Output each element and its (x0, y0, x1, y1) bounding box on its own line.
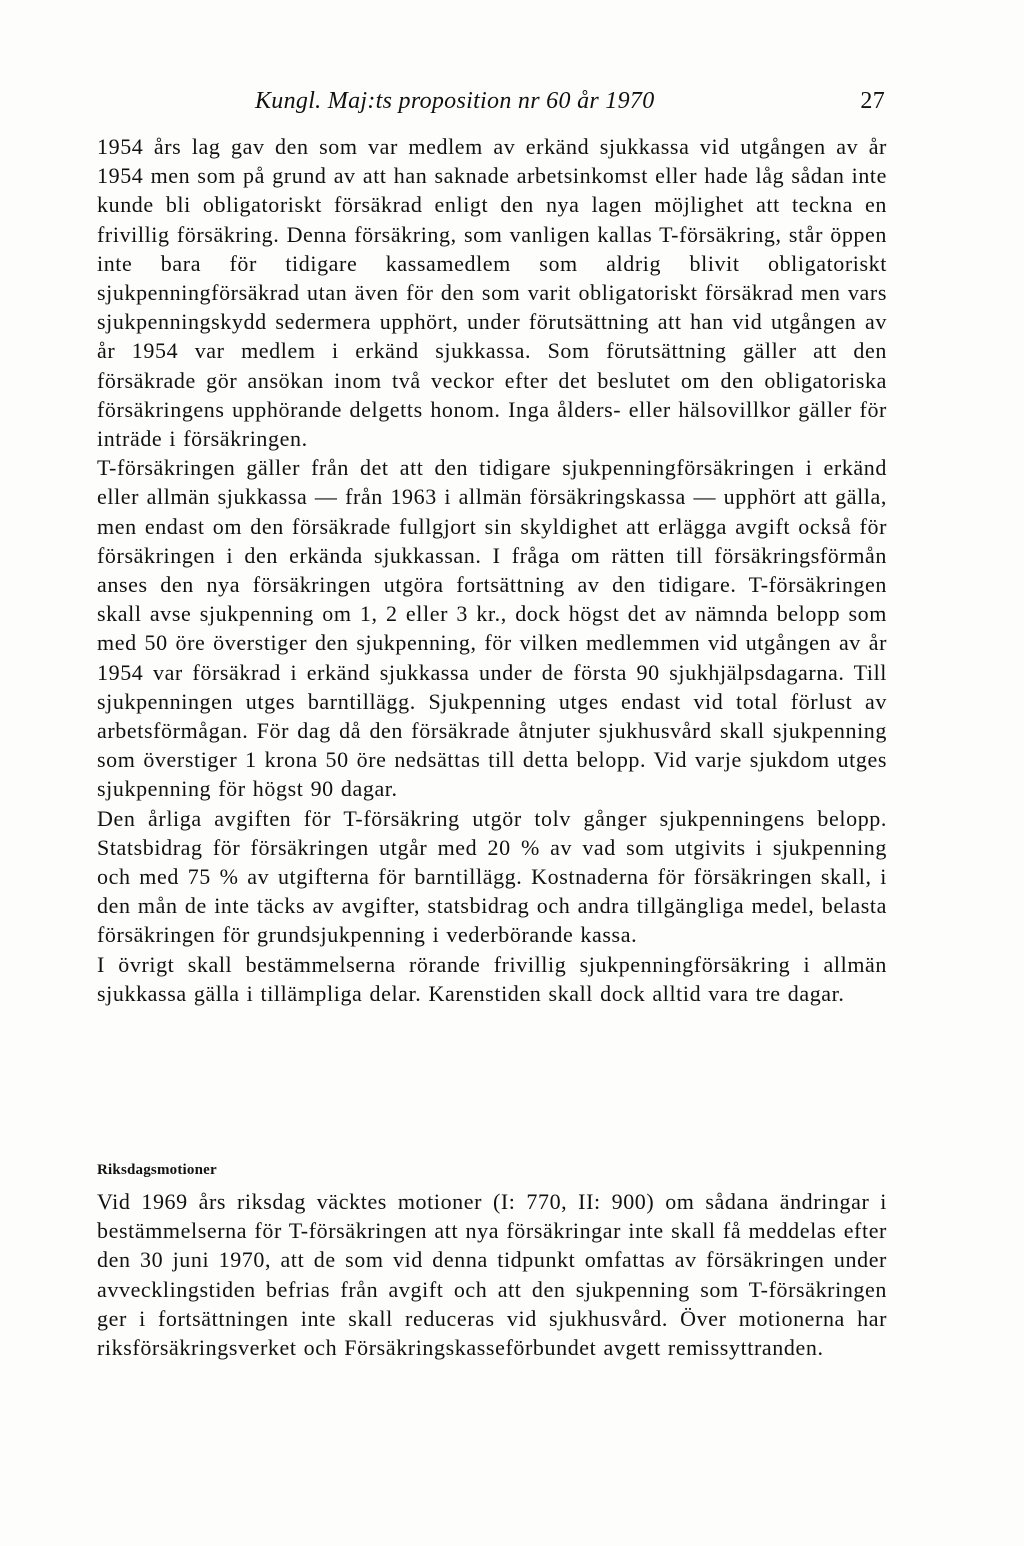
section-heading: Riksdagsmotioner (97, 1162, 217, 1178)
paragraph-1: 1954 års lag gav den som var medlem av erkänd sjukkassa vid utgången av år 1954 men som på grund av att han saknade arbetsinkomst eller hade låg sådan inte kunde bli obligatoriskt försäkrad enligt den nya lagen möjlighet att teckna en frivillig försäkring. Denna försäkring, som vanligen kallas T-försäkring, står öppen inte bara för tidigare kassamedlem som aldrig blivit obligatoriskt sjukpenningförsäkrad utan även för den som varit obligatoriskt försäkrad men vars sjukpenningskydd sedermera upphört, under förutsättning att han vid utgången av år 1954 var medlem i erkänd sjukkassa. Som förutsättning gäller att den försäkrade gör ansökan inom två veckor efter det beslutet om den obligatoriska försäkringens upphörande delgetts honom. Inga ålders- eller hälsovillkor gäller för inträde i försäkringen. (97, 134, 887, 452)
paragraph-3: Den årliga avgiften för T-försäkring utgör tolv gånger sjukpenningens belopp. Statsbidrag för försäkringen utgår med 20 % av vad som utgivits i sjukpenning och med 75 % av utgifterna för barntillägg. Kostnaderna för försäkringen skall, i den mån de inte täcks av avgifter, statsbidrag och andra tillgängliga medel, belasta försäkringen för grundsjukpenning i vederbörande kassa. (97, 805, 887, 948)
page-number: 27 (860, 88, 885, 114)
paragraph-4: I övrigt skall bestämmelserna rörande frivillig sjukpenningförsäkring i allmän sjukkassa gälla i tillämpliga delar. Karenstiden skall dock alltid vara tre dagar. (97, 951, 887, 1006)
document-title: Kungl. Maj:ts proposition nr 60 år 1970 (255, 88, 655, 114)
section-paragraph: Vid 1969 års riksdag väcktes motioner (I: 770, II: 900) om sådana ändringar i bestämmelserna för T-försäkringen att nya försäkringar inte skall få meddelas efter den 30 juni 1970, att de som vid denna tidpunkt omfattas av försäkringen under avvecklingstiden befrias från avgift och att den sjukpenning som T-försäkringen ger i fortsättningen inte skall reduceras vid sjukhusvård. Över motionerna har riksförsäkringsverket och Försäkringskasseförbundet avgett remissyttranden. (97, 1189, 887, 1361)
body-text (97, 132, 887, 1008)
paragraph-2: T-försäkringen gäller från det att den tidigare sjukpenningförsäkringen i erkänd eller allmän sjukkassa — från 1963 i allmän försäkringskassa — upphört att gälla, men endast om den försäkrade fullgjort sin skyldighet att erlägga avgift också för försäkringen i den erkända sjukkassan. I fråga om rätten till försäkringsförmån anses den nya försäkringen utgöra fortsättning av den tidigare. T-försäkringen skall avse sjukpenning om 1, 2 eller 3 kr., dock högst det av nämnda belopp som med 50 öre överstiger den sjukpenning, för vilken medlemmen vid utgången av år 1954 var försäkrad i erkänd sjukkassa under de första 90 sjukhjälpsdagarna. Till sjukpenningen utges barntillägg. Sjukpenning utges endast vid total förlust av arbetsförmågan. För dag då den försäkrade åtnjuter sjukhusvård skall sjukpenning som överstiger 1 krona 50 öre nedsättas till detta belopp. Vid varje sjukdom utges sjukpenning för högst 90 dagar. (97, 455, 887, 802)
section-body (97, 1187, 887, 1362)
running-header (255, 88, 885, 120)
